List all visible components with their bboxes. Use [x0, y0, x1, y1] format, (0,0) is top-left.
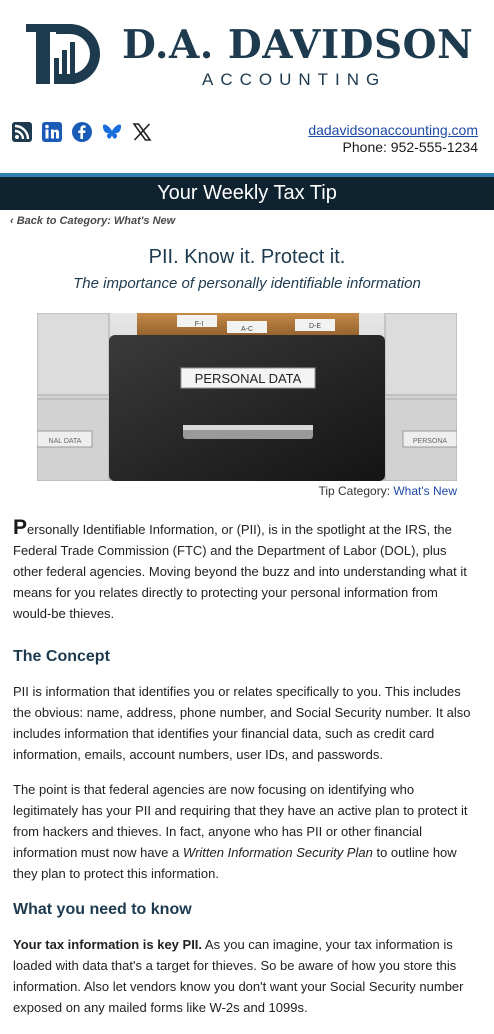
facebook-icon[interactable]	[71, 121, 93, 143]
side-label: NAL DATA	[48, 438, 82, 445]
contact-block	[308, 122, 478, 138]
intro-paragraph	[13, 517, 479, 624]
chevron-left-icon: ‹	[10, 215, 14, 227]
logo-mark	[26, 22, 102, 86]
drawer-label: PERSONAL DATA	[194, 371, 302, 386]
social-links	[11, 121, 153, 143]
folder-tab: D-E	[308, 323, 322, 330]
linkedin-icon[interactable]	[41, 121, 63, 143]
hero-image	[37, 313, 457, 481]
brand-subtitle: ACCOUNTING	[202, 70, 387, 89]
p3-strong: Your tax information is key PII.	[13, 937, 203, 952]
back-link[interactable]	[10, 215, 175, 227]
back-link-label: Back to Category: What's New	[16, 215, 176, 227]
p2-emphasis: Written Information Security Plan	[182, 845, 373, 860]
heading-what-you-need-to-know: What you need to know	[13, 901, 192, 918]
weekly-tip-banner: Your Weekly Tax Tip	[0, 177, 494, 210]
tip-category-link[interactable]: What's New	[393, 484, 457, 498]
bluesky-icon[interactable]	[101, 121, 123, 143]
concept-paragraph-1: PII is information that identifies you or relates specifically to you. This includes the obvious: name, address, phone number, and Social Security number. It also includes information that identifies your financial data, such as credit card information, emails, account numbers, user IDs, and passwords.	[13, 684, 471, 762]
article-title: PII. Know it. Protect it.	[148, 246, 346, 268]
p3-text: As you can imagine, your tax information is loaded with data that's a target for thieves. So be aware of how you store this information. Also let vendors know you don't want your Social Security number exposed on any mailed forms like W-2s and 1099s.	[13, 937, 464, 1015]
header	[0, 0, 494, 100]
concept-paragraph-2	[13, 779, 479, 884]
side-label: PERSONA	[412, 438, 448, 445]
folder-tab: F-I	[194, 321, 204, 328]
brand-name: D.A. DAVIDSON	[122, 22, 474, 68]
heading-the-concept: The Concept	[13, 648, 110, 665]
folder-tab: A-C	[240, 326, 254, 333]
tip-category-label: Tip Category:	[318, 484, 394, 498]
x-icon[interactable]	[131, 121, 153, 143]
p2-text-b: to outline how they plan to protect this information.	[13, 845, 457, 881]
article-subtitle: The importance of personally identifiable information	[73, 275, 421, 292]
website-link[interactable]: dadavidsonaccounting.com	[308, 122, 478, 138]
phone: Phone: 952-555-1234	[342, 139, 478, 155]
p2-text-a: The point is that federal agencies are now focusing on identifying who legitimately has your PII and requiring that they have an active plan to protect it from hackers and thieves. In fact, anyone who has PII or other financial information must now have a	[13, 782, 468, 860]
tip-category	[318, 484, 457, 498]
intro-text: ersonally Identifiable Information, or (PII), is in the spotlight at the IRS, the Federal Trade Commission (FTC) and the Department of Labor (DOL), plus other federal agencies. Moving beyond the buzz and into understanding what it means for you relates directly to protecting your personal information from would-be thieves.	[13, 522, 467, 621]
rss-icon[interactable]	[11, 121, 33, 143]
drop-cap: P	[13, 516, 28, 539]
know-paragraph	[13, 934, 479, 1018]
